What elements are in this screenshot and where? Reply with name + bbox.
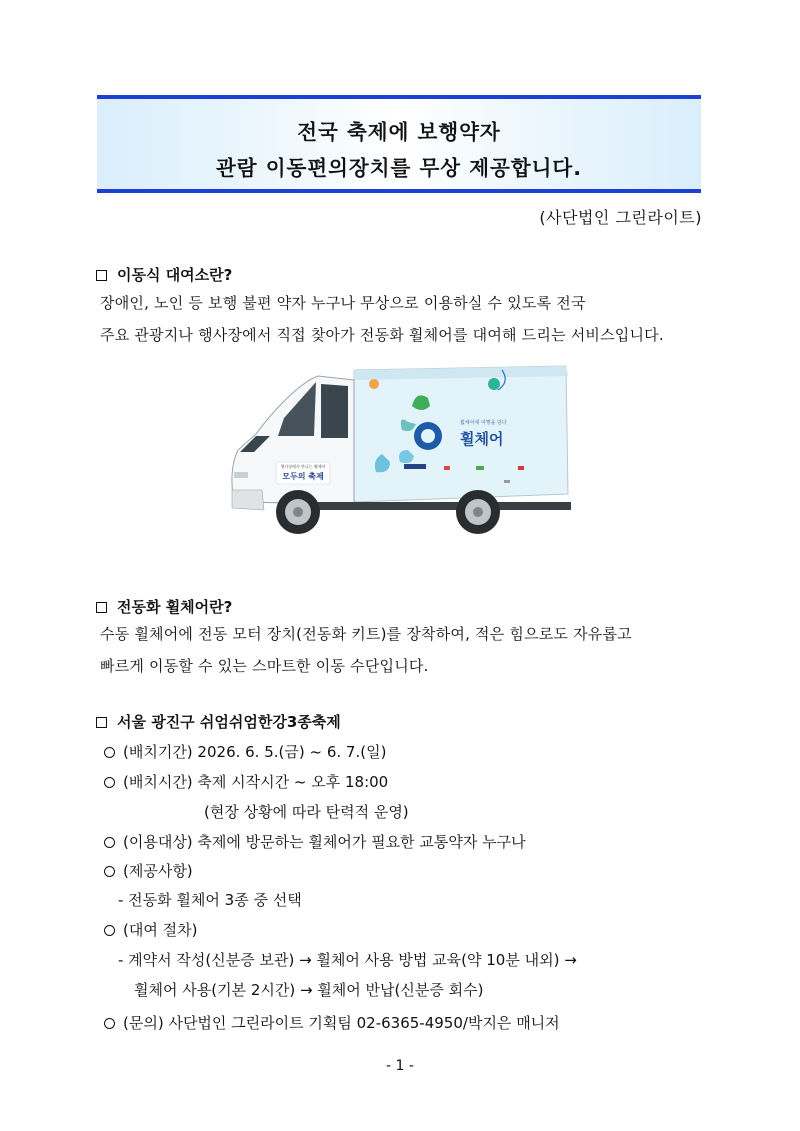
wheelchair-truck-illustration — [226, 362, 576, 547]
checkbox-square-icon — [96, 602, 107, 613]
bullet-period: (배치기간) 2026. 6. 5.(금) ~ 6. 7.(일) — [104, 741, 386, 762]
time-note: (현장 상황에 따라 탄력적 운영) — [204, 803, 409, 821]
organization-name: (사단법인 그린라이트) — [539, 208, 702, 227]
bullet-procedure: (대여 절차) — [104, 919, 197, 940]
circle-bullet-icon — [104, 777, 115, 788]
circle-bullet-icon — [104, 1018, 115, 1029]
section2-line1: 수동 휠체어에 전동 모터 장치(전동화 키트)를 장착하여, 적은 힘으로도 자유롭고 — [100, 625, 632, 643]
bullet-time: (배치시간) 축제 시작시간 ~ 오후 18:00 — [104, 771, 388, 792]
procedure-line2: 휠체어 사용(기본 2시간) → 휠체어 반납(신분증 회수) — [134, 981, 484, 999]
circle-bullet-icon — [104, 925, 115, 936]
page-number: - 1 - — [386, 1058, 414, 1074]
section1-line2: 주요 관광지나 행사장에서 직접 찾아가 전동화 휠체어를 대여해 드리는 서비스입니다. — [100, 326, 664, 344]
checkbox-square-icon — [96, 717, 107, 728]
section-heading-text: 이동식 대여소란? — [117, 266, 233, 284]
title-banner — [97, 95, 701, 193]
section-heading-mobile-rental — [96, 264, 232, 285]
front-wheel — [276, 490, 320, 534]
panel-slogan-text: 휠체어에 여행을 담다 — [460, 420, 507, 426]
title-line-2: 관람 이동편의장치를 무상 제공합니다. — [215, 156, 583, 180]
panel-brand-text: 휠체어 — [460, 430, 504, 448]
rear-wheel — [456, 490, 500, 534]
section1-line1: 장애인, 노인 등 보행 불편 약자 누구나 무상으로 이용하실 수 있도록 전국 — [100, 294, 586, 312]
section-heading-text: 전동화 휠체어란? — [117, 598, 233, 616]
bullet-target: (이용대상) 축제에 방문하는 휠체어가 필요한 교통약자 누구나 — [104, 831, 526, 852]
checkbox-square-icon — [96, 270, 107, 281]
procedure-line1: - 계약서 작성(신분증 보관) → 휠체어 사용 방법 교육(약 10분 내외) → — [118, 951, 577, 969]
title-line-1: 전국 축제에 보행약자 — [297, 120, 501, 144]
section2-line2: 빠르게 이동할 수 있는 스마트한 이동 수단입니다. — [100, 657, 429, 675]
bullet-provide: (제공사항) — [104, 860, 193, 881]
section-heading-festival — [96, 711, 341, 732]
circle-bullet-icon — [104, 866, 115, 877]
circle-bullet-icon — [104, 837, 115, 848]
bullet-contact: (문의) 사단법인 그린라이트 기획팀 02-6365-4950/박지은 매니저 — [104, 1012, 560, 1033]
section-heading-electric-wheelchair — [96, 596, 232, 617]
door-logo-small-text: 행사장에서 만나는 휠체어 — [280, 464, 326, 469]
section-heading-text: 서울 광진구 쉬엄쉬엄한강3종축제 — [117, 713, 341, 731]
door-logo-text: 모두의 축제 — [282, 472, 324, 481]
circle-bullet-icon — [104, 747, 115, 758]
provide-item: - 전동화 휠체어 3종 중 선택 — [118, 891, 302, 909]
